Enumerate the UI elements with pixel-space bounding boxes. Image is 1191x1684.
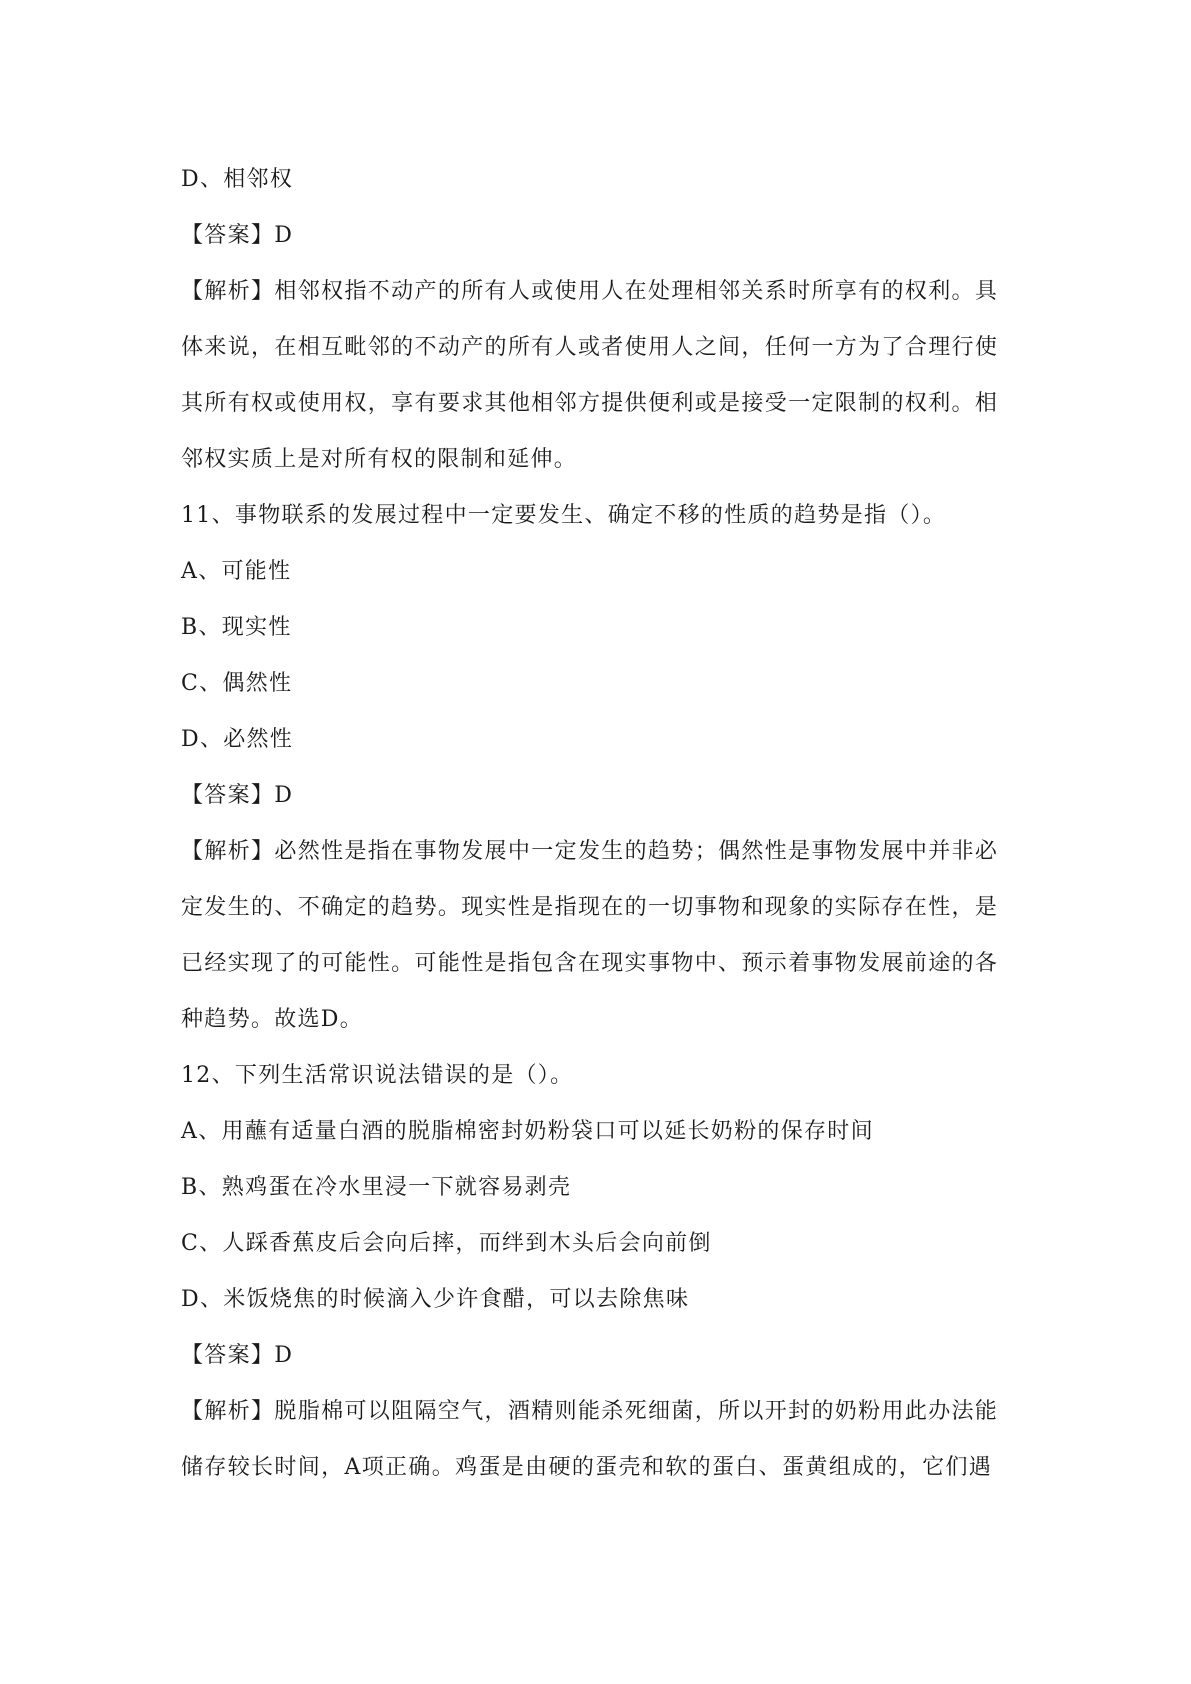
answer-11: 【答案】D	[181, 783, 294, 808]
answer-10: 【答案】D	[181, 223, 294, 248]
analysis-10-line-4: 邻权实质上是对所有权的限制和延伸。	[181, 447, 578, 472]
analysis-12-line-1: 【解析】脱脂棉可以阻隔空气，酒精则能杀死细菌，所以开封的奶粉用此办法能	[181, 1399, 999, 1424]
question-11-option-b: B、现实性	[181, 615, 292, 640]
question-11-option-c: C、偶然性	[181, 671, 293, 696]
option-d-prev: D、相邻权	[181, 167, 294, 192]
analysis-11-line-2: 定发生的、不确定的趋势。现实性是指现在的一切事物和现象的实际存在性，是	[181, 895, 999, 920]
question-12-option-c: C、人踩香蕉皮后会向后摔，而绊到木头后会向前倒	[181, 1231, 712, 1256]
answer-12: 【答案】D	[181, 1343, 294, 1368]
analysis-11-line-1: 【解析】必然性是指在事物发展中一定发生的趋势；偶然性是事物发展中并非必	[181, 839, 999, 864]
analysis-12-line-2: 储存较长时间，A项正确。鸡蛋是由硬的蛋壳和软的蛋白、蛋黄组成的，它们遇	[181, 1455, 993, 1480]
question-12-option-b: B、熟鸡蛋在冷水里浸一下就容易剥壳	[181, 1175, 572, 1200]
question-11-option-d: D、必然性	[181, 727, 294, 752]
question-12-option-a: A、用蘸有适量白酒的脱脂棉密封奶粉袋口可以延长奶粉的保存时间	[181, 1119, 874, 1144]
analysis-11-line-4: 种趋势。故选D。	[181, 1007, 364, 1032]
analysis-10-line-3: 其所有权或使用权，享有要求其他相邻方提供便利或是接受一定限制的权利。相	[181, 391, 999, 416]
analysis-11-line-3: 已经实现了的可能性。可能性是指包含在现实事物中、预示着事物发展前途的各	[181, 951, 999, 976]
question-11-option-a: A、可能性	[181, 559, 292, 584]
question-12-option-d: D、米饭烧焦的时候滴入少许食醋，可以去除焦味	[181, 1287, 690, 1312]
question-12: 12、下列生活常识说法错误的是（）。	[181, 1063, 574, 1088]
analysis-10-line-1: 【解析】相邻权指不动产的所有人或使用人在处理相邻关系时所享有的权利。具	[181, 279, 999, 304]
question-11: 11、事物联系的发展过程中一定要发生、确定不移的性质的趋势是指（）。	[181, 503, 947, 528]
analysis-10-line-2: 体来说，在相互毗邻的不动产的所有人或者使用人之间，任何一方为了合理行使	[181, 335, 999, 360]
